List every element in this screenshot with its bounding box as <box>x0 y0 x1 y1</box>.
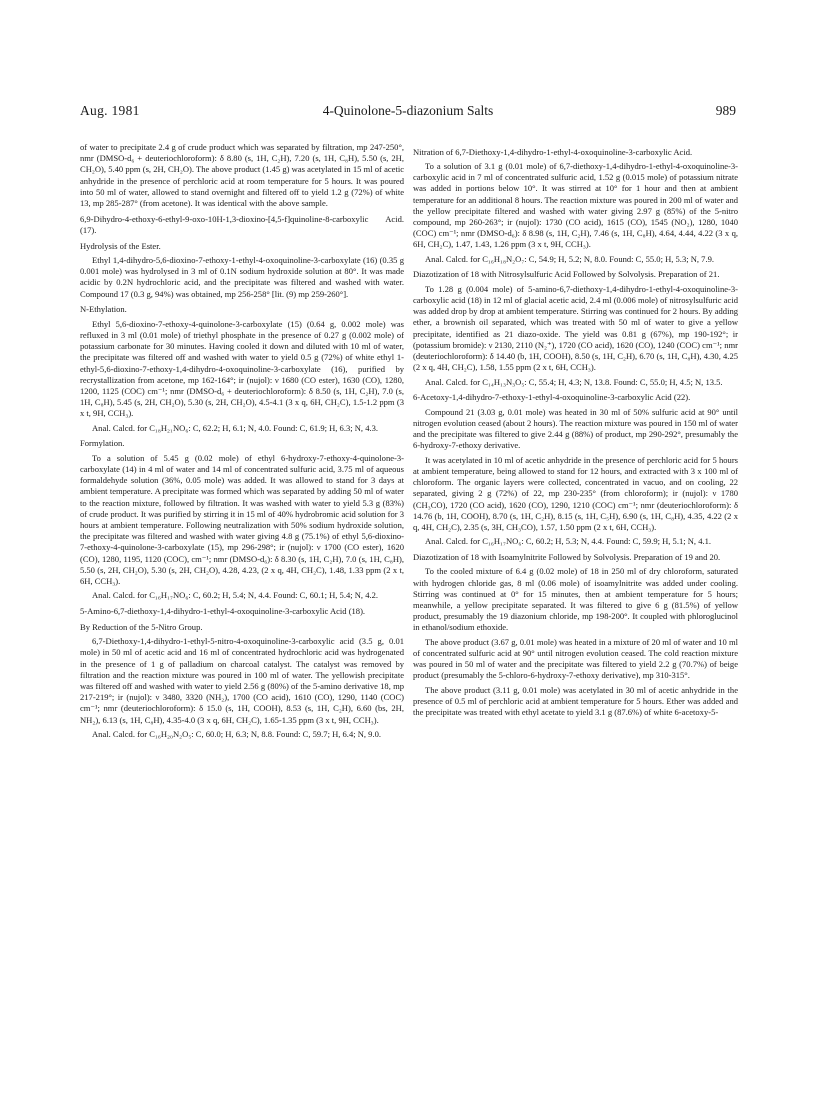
section-heading: Nitration of 6,7-Diethoxy-1,4-dihydro-1-ethyl-4-oxoquinoline-3-carboxylic Acid. <box>413 146 693 157</box>
paragraph: 6,7-Diethoxy-1,4-dihydro-1-ethyl-5-nitro-4-oxoquinoline-3-carboxylic acid (3.5 g, 0.01 mole) in 50 ml of acetic acid and 16 ml of concentrated hydrochloric acid was hydrogenated in the presence of 1 g of palladium on charcoal catalyst. The catalyst was removed by filtration and the reaction mixture was poured in 100 ml of water. The yellowish precipitate was filtered off and washed with water to yield 2.56 g (80%) of the 5-amino derivative 18, mp 217-219°; ir (nujol): ν 3480, 3320 (NH₂), 1700 (CO acid), 1610 (CO), 1290, 1140 (COC) cm⁻¹; nmr (deuteriochloroform): δ 15.0 (s, 1H, COOH), 8.53 (s, 1H, C₂H), 6.60 (bs, 2H, NH₂), 6.13 (s, 1H, C₈H), 4.35-4.0 (3 x q, 6H, CH₂C), 1.65-1.35 ppm (3 x t, 9H, CCH₃). <box>80 636 404 725</box>
paragraph: To the cooled mixture of 6.4 g (0.02 mole) of 18 in 250 ml of dry chloroform, saturated with hydrogen chloride gas, 8 ml (0.06 mole) of isoamylnitrite was added under cooling. Stirring was continued at 0° for 15 minutes, then at ambient temperature for 5 hours; meanwhile, a yellow precipitate separated. It was filtered to give 6 g (81.5%) of yellow product, presumably the 19 diazonium chloride, mp 198-200°. It coupled with phloroglucinol in ethanol/sodium ethoxide. <box>413 566 738 633</box>
paragraph: Anal. Calcd. for C₁₆H₁₇NO₆: C, 60.2; H, 5.4; N, 4.4. Found: C, 60.1; H, 5.4; N, 4.2. <box>92 590 379 601</box>
paragraph: Anal. Calcd. for C₁₄H₁₃N₃O₅: C, 55.4; H, 4.3; N, 13.8. Found: C, 55.0; H, 4.5; N, 13.5. <box>425 376 723 387</box>
paragraph: To a solution of 3.1 g (0.01 mole) of 6,7-diethoxy-1,4-dihydro-1-ethyl-4-oxoquinoline-3-carboxylic acid in 7 ml of concentrated sulfuric acid, 1.52 g (0.015 mole) of potassium nitrate was added in portions below 10°. It was stirred at 10° for 1 hour and then at ambient temperature for an additional 8 hours. The reaction mixture was poured in 200 ml of water and the yellow precipitate filtered and washed with water giving 2.97 g (85%) of the 5-nitro compound, mp 260-263°; ir (nujol): 1730 (CO acid), 1615 (CO), 1545 (NO₂), 1280, 1040 (COC) cm⁻¹; nmr (DMSO-d₆): δ 8.98 (s, 1H, C₂H), 7.46 (s, 1H, C₈H), 4.64, 4.44, 4.22 (3 x q, 6H, CH₂C), 1.47, 1.43, 1.26 ppm (3 x t, 9H, CCH₃). <box>413 160 738 250</box>
paragraph: The above product (3.11 g, 0.01 mole) was acetylated in 30 ml of acetic anhydride in the presence of 0.5 ml of perchloric acid at ambient temperature for 5 hours. Ether was added and the precipitate was treated with ethyl acetate to yield 3.1 g (87.6%) of white 6-acetoxy-5- <box>413 684 738 718</box>
paragraph: To 1.28 g (0.004 mole) of 5-amino-6,7-diethoxy-1,4-dihydro-1-ethyl-4-oxoquinoline-3-carboxylic acid (18) in 12 ml of glacial acetic acid, 2.4 ml (0.006 mole) of nitrosylsulfuric acid was added drop by drop at ambient temperature. Stirring was continued for 2 hours. By adding ether, a brownish oil separated, which was treated with 50 ml of water to give a yellow precipitate, identified as 21 diazo-oxide. The yield was 0.81 g (67%), mp 190-192°; ir (potassium bromide): ν 2130, 2110 (N₂⁺), 1720 (CO acid), 1620 (CO), 1240 (COC) cm⁻¹; nmr (deuteriochloroform): δ 14.40 (b, 1H, COOH), 8.50 (s, 1H, C₂H), 6.70 (s, 1H, C₈H), 4.30, 4.25 (2 x q, 4H, CH₂C), 1.58, 1.55 ppm (2 x t, 6H, CCH₃). <box>413 283 738 373</box>
section-heading: Hydrolysis of the Ester. <box>80 240 161 251</box>
paragraph: It was acetylated in 10 ml of acetic anhydride in the presence of perchloric acid for 5 hours at ambient temperature, being allowed to stand for 12 hours, and extracted with 3 x 100 ml of chloroform. The organic layers were collected, concentrated in vacuo, and on cooling, 22 separated, giving 2 g (72%) of 22, mp 230-235° (from chloroform); ir (nujol): ν 1780 (CH₃CO), 1720 (CO acid), 1620 (CO), 1290, 1210 (COC) cm⁻¹; nmr (deuteriochloroform): δ 14.76 (b, 1H, COOH), 8.70 (s, 1H, C₂H), 8.15 (s, 1H, C₅H), 6.90 (s, 1H, C₈H), 4.35, 4.22 (2 x q, 4H, CH₂C), 2.35 (s, 3H, CH₃CO), 1.57, 1.50 ppm (2 x t, 6H, CCH₃). <box>413 454 738 532</box>
paragraph: Compound 21 (3.03 g, 0.01 mole) was heated in 30 ml of 50% sulfuric acid at 90° until nitrogen evolution ceased (about 2 hours). The reaction mixture was poured in 150 ml of water and the precipitate was filtered to give 2.44 g (88%) of product, mp 290-292°, presumably the 6-hydroxy-7-ethoxy derivative. <box>413 406 738 451</box>
header-title: 4-Quinolone-5-diazonium Salts <box>322 103 494 118</box>
paragraph: The above product (3.67 g, 0.01 mole) was heated in a mixture of 20 ml of water and 10 ml of concentrated sulfuric acid at 90° until nitrogen evolution ceased. The cold reaction mixture was poured in 50 ml of water and the precipitate was filtered to yield 2.2 g (70.7%) of beige product (presumably the 5-chloro-6-hydroxy-7-ethoxy derivative), mp 310-315°. <box>413 636 738 681</box>
section-heading: 6,9-Dihydro-4-ethoxy-6-ethyl-9-oxo-10H-1,3-dioxino-[4,5-f]quinoline-8-carboxylic Acid. (17). <box>80 213 404 235</box>
section-heading: 6-Acetoxy-1,4-dihydro-7-ethoxy-1-ethyl-4-oxoquinoline-3-carboxylic Acid (22). <box>413 392 691 403</box>
paragraph: Anal. Calcd. for C₁₆H₂₀N₂O₅: C, 60.0; H, 6.3; N, 8.8. Found: C, 59.7; H, 6.4; N, 9.0. <box>92 729 381 740</box>
paragraph: To a solution of 5.45 g (0.02 mole) of ethyl 6-hydroxy-7-ethoxy-4-quinolone-3-carboxylate (14) in 4 ml of water and 14 ml of concentrated sulfuric acid, 3.75 ml of aqueous formaldehyde solution (36%, 0.05 mole) was added. It was allowed to stand for 3 days at ambient temperature. A precipitate was formed which was separated by adding 50 ml of water to the reaction mixture, followed by filtration. It was washed with water to yield 5.3 g (83%) of crude product. It was purified by stirring it in 15 ml of 40% hydrobromic acid solution for 3 hours at ambient temperature. Following neutralization with 50% sodium hydroxide solution, the precipitate was filtered and washed with water giving 4.8 g (75.1%) of ethyl 5,6-dioxino-7-ethoxy-4-quinolone-3-carboxylate (15), mp 296-298°; ir (nujol): ν 1700 (CO ester), 1620 (CO), 1280, 1195, 1120 (COC), cm⁻¹; nmr (DMSO-d₆): δ 8.30 (s, 1H, C₂H), 7.0 (s, 1H, C₈H), 5.50 (s, 2H, CH₂O), 5.30 (s, 2H, CH₂O), 4.28, 4.23, (2 x q, 4H, CH₂C), 1.48, 1.33 ppm (2 x t, 6H, CCH₃). <box>80 452 404 587</box>
paragraph: Anal. Calcd. for C₁₆H₁₈N₂O₇: C, 54.9; H, 5.2; N, 8.0. Found: C, 55.0; H, 5.3; N, 7.9. <box>425 253 714 264</box>
paragraph: Ethyl 5,6-dioxino-7-ethoxy-4-quinolone-3-carboxylate (15) (0.64 g, 0.002 mole) was refluxed in 3 ml (0.01 mole) of triethyl phosphate in the presence of 0.27 g (0.002 mole) of potassium carbonate for 30 minutes. Having cooled it down and diluted with 10 ml of water, the precipitate was filtered off and washed with water to yield 0.5 g (72%) of white ethyl 1-ethyl-5,6-dioxino-7-ethoxy-1,4-dihydro-4-oxoquinoline-3-carboxylate (16), purified by recrystallization from acetone, mp 162-164°; ir (nujol): ν 1680 (CO ester), 1630 (CO), 1280, 1200, 1125 (COC) cm⁻¹; nmr (DMSO-d₆ + deuteriochloroform): δ 8.50 (s, 1H, C₂H), 7.0 (s, 1H, C₈H), 5.45 (s, 2H, CH₂O), 5.30 (s, 2H, CH₂O), 4.5-4.1 (3 x q, 6H, CH₂C), 1.5-1.2 ppm (3 x t, 9H, CCH₃). <box>80 318 404 419</box>
section-heading: Diazotization of 18 with Nitrosylsulfuric Acid Followed by Solvolysis. Preparation of 21. <box>413 269 720 280</box>
section-heading: By Reduction of the 5-Nitro Group. <box>80 621 203 632</box>
right-column <box>413 142 738 722</box>
section-heading: Formylation. <box>80 438 125 449</box>
running-header <box>80 103 736 123</box>
paragraph: Anal. Calcd. for C₁₆H₁₇NO₆: C, 60.2; H, 5.3; N, 4.4. Found: C, 59.9; H, 5.1; N, 4.1. <box>425 536 712 547</box>
header-date: Aug. 1981 <box>80 103 140 118</box>
page-number: 989 <box>715 103 736 118</box>
paragraph: Anal. Calcd. for C₁₈H₂₁NO₆: C, 62.2; H, 6.1; N, 4.0. Found: C, 61.9; H, 6.3; N, 4.3. <box>92 422 379 433</box>
section-heading: N-Ethylation. <box>80 304 127 315</box>
section-heading: Diazotization of 18 with Isoamylnitrite Followed by Solvolysis. Preparation of 19 and 20. <box>413 552 721 563</box>
left-column <box>80 142 404 743</box>
section-heading: 5-Amino-6,7-diethoxy-1,4-dihydro-1-ethyl-4-oxoquinoline-3-carboxylic Acid (18). <box>80 606 366 617</box>
paragraph: Ethyl 1,4-dihydro-5,6-dioxino-7-ethoxy-1-ethyl-4-oxoquinoline-3-carboxylate (16) (0.35 g 0.001 mole) was hydrolysed in 3 ml of 0.1N sodium hydroxide solution at 80°. It was made acidic by 0.2N hydrochloric acid, and the precipitate was filtered and washed with water. Compound 17 (0.3 g, 94%) was obtained, mp 256-258° [lit. (9) mp 259-260°]. <box>80 255 404 299</box>
paragraph: of water to precipitate 2.4 g of crude product which was separated by filtration, mp 247-250°, nmr (DMSO-d₆ + deuteriochloroform): δ 8.80 (s, 1H, C₂H), 7.20 (s, 1H, C₈H), 5.50 (s, 2H, CH₂O), 5.40 ppm (s, 2H, CH₂O). The above product (1.45 g) was acetylated in 15 ml of acetic anhydride in the presence of perchloric acid at room temperature for 5 hours. It was poured into 50 ml of water, allowed to stand overnight and filtered off to yield 1.2 g (72%) of white 13, mp 285-287° (from acetone). It was identical with the above sample. <box>80 142 404 209</box>
